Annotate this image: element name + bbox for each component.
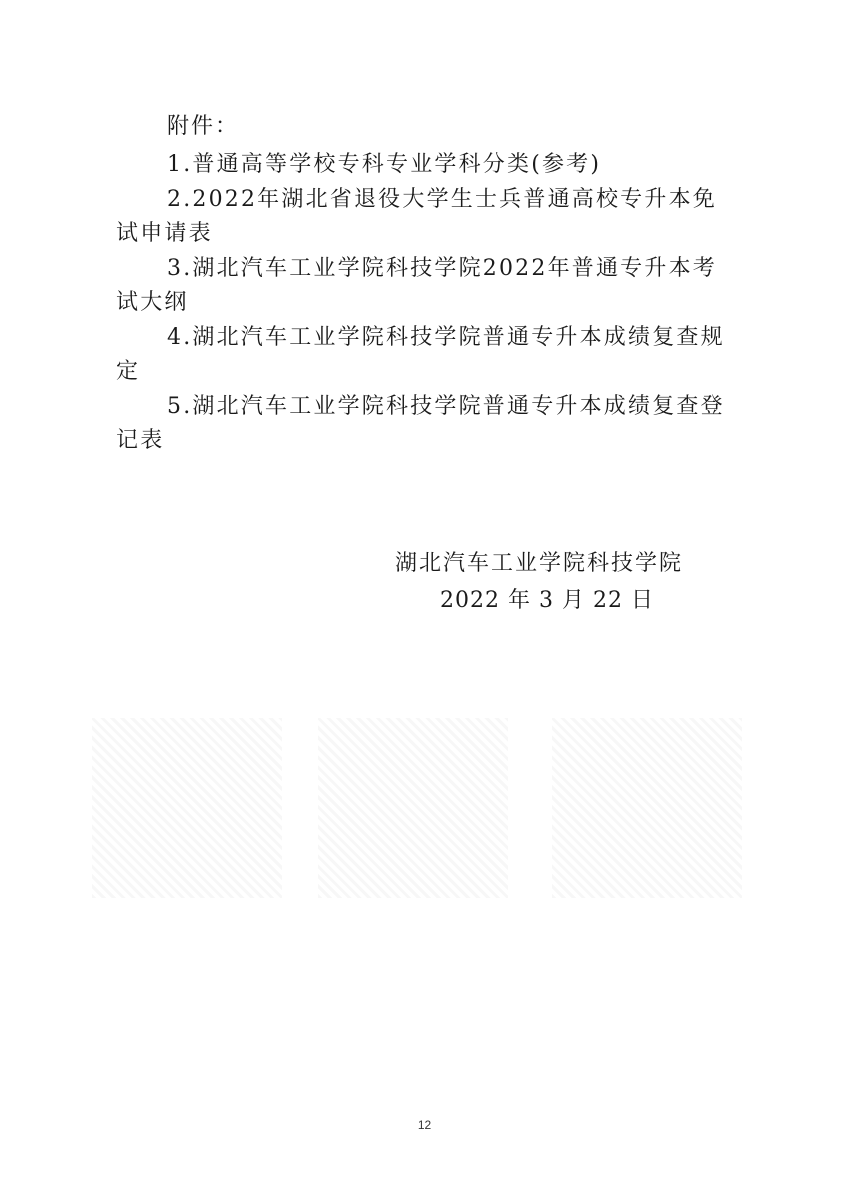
bleed-through-qr-right bbox=[552, 718, 742, 898]
signature-date: 2022 年 3 月 22 日 bbox=[440, 588, 654, 613]
page-number: 12 bbox=[417, 1118, 432, 1132]
attachment-item-5: 5.湖北汽车工业学院科技学院普通专升本成绩复查登记表 bbox=[116, 393, 725, 453]
attachment-item-4: 4.湖北汽车工业学院科技学院普通专升本成绩复查规定 bbox=[116, 324, 725, 384]
attachments-heading: 附件： bbox=[167, 114, 240, 139]
attachment-item-1: 1.普通高等学校专科专业学科分类(参考) bbox=[167, 152, 602, 177]
bleed-through-qr-left bbox=[92, 718, 282, 898]
signature-organization: 湖北汽车工业学院科技学院 bbox=[395, 551, 684, 576]
attachments-list bbox=[116, 148, 726, 459]
bleed-through-qr-center bbox=[318, 718, 508, 898]
attachment-item-2: 2.2022年湖北省退役大学生士兵普通高校专升本免试申请表 bbox=[116, 186, 717, 246]
attachment-item-3: 3.湖北汽车工业学院科技学院2022年普通专升本考试大纲 bbox=[116, 255, 717, 315]
